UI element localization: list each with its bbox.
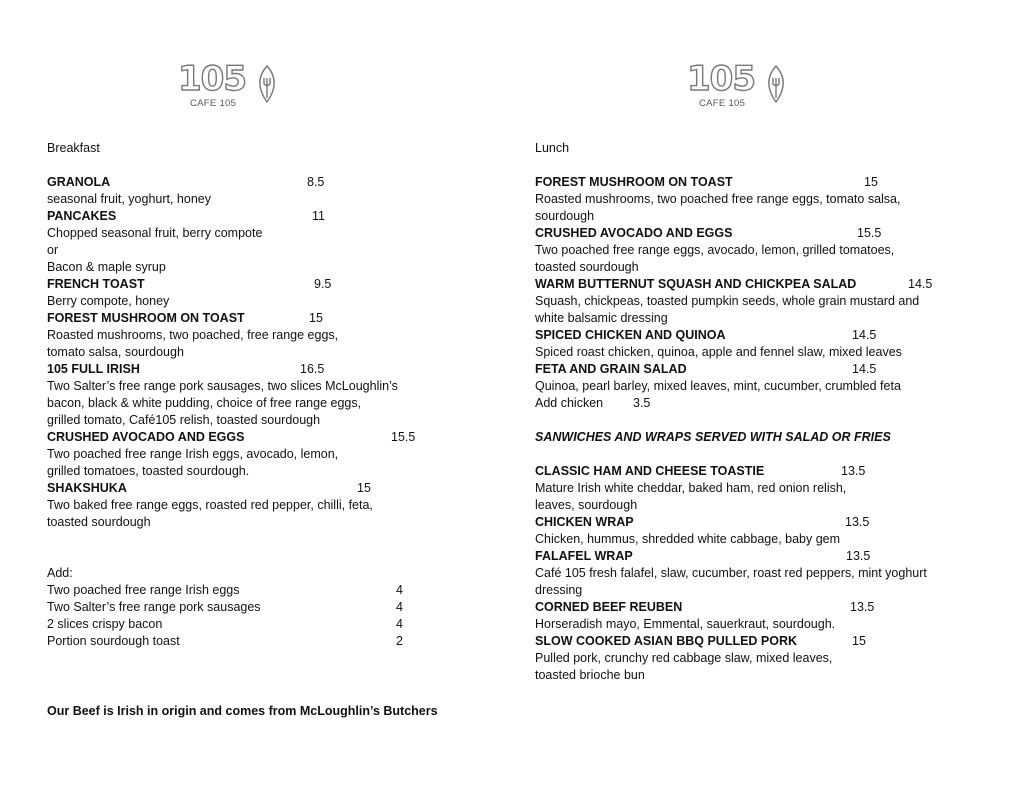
menu-item-header — [535, 225, 1005, 242]
menu-item-description: toasted sourdough — [535, 260, 639, 274]
menu-item-header — [47, 276, 487, 293]
menu-item-price: 13.5 — [841, 464, 866, 478]
menu-item — [47, 276, 487, 310]
menu-item-name: CORNED BEEF REUBEN — [535, 600, 683, 614]
menu-item-header — [47, 174, 487, 191]
menu-item-price: 14.5 — [852, 328, 877, 342]
add-list — [47, 582, 487, 650]
logo-name: CAFE 105 — [190, 98, 237, 109]
add-on-label: Two poached free range Irish eggs — [47, 583, 240, 597]
menu-item-header — [535, 276, 1005, 293]
menu-item-price: 13.5 — [846, 549, 871, 563]
menu-item-description: Pulled pork, crunchy red cabbage slaw, mixed leaves, — [535, 651, 833, 665]
sandwich-heading: SANWICHES AND WRAPS SERVED WITH SALAD OR FRIES — [535, 430, 891, 444]
menu-item-header — [535, 174, 1005, 191]
logo-number: 105 — [178, 59, 246, 99]
menu-item-description: grilled tomatoes, toasted sourdough. — [47, 464, 250, 478]
add-section — [47, 565, 487, 650]
add-title: Add: — [47, 566, 73, 580]
menu-item-price: 15 — [357, 481, 371, 495]
menu-item-description: Two poached free range eggs, avocado, lemon, grilled tomatoes, — [535, 243, 895, 257]
menu-item-description: Two baked free range eggs, roasted red pepper, chilli, feta, — [47, 498, 373, 512]
menu-item — [535, 548, 1005, 599]
menu-item-price: 15.5 — [857, 226, 882, 240]
add-on-label: 2 slices crispy bacon — [47, 617, 163, 631]
menu-item-description: Spiced roast chicken, quinoa, apple and fennel slaw, mixed leaves — [535, 345, 902, 359]
logo-name: CAFE 105 — [699, 98, 746, 109]
add-chicken-price: 3.5 — [633, 396, 651, 410]
menu-item-description: or — [47, 243, 59, 257]
menu-item-description: seasonal fruit, yoghurt, honey — [47, 192, 211, 206]
menu-item — [535, 463, 1005, 514]
menu-item-description: Bacon & maple syrup — [47, 260, 166, 274]
add-on-item — [47, 616, 487, 633]
menu-item-name: FRENCH TOAST — [47, 277, 145, 291]
menu-item-header — [535, 327, 1005, 344]
menu-item-description: Horseradish mayo, Emmental, sauerkraut, sourdough. — [535, 617, 836, 631]
menu-item-header — [535, 514, 1005, 531]
menu-item-description: sourdough — [535, 209, 595, 223]
add-on-item — [47, 633, 487, 650]
menu-item-name: FOREST MUSHROOM ON TOAST — [47, 311, 245, 325]
cafe-logo-left — [178, 59, 288, 112]
lunch-column — [535, 140, 1005, 684]
menu-item-header — [535, 463, 1005, 480]
menu-item — [47, 174, 487, 208]
menu-item-header — [47, 429, 487, 446]
menu-item — [47, 208, 487, 276]
menu-item-description: Café 105 fresh falafel, slaw, cucumber, roast red peppers, mint yoghurt — [535, 566, 927, 580]
menu-item-header — [47, 208, 487, 225]
menu-item-name: SHAKSHUKA — [47, 481, 127, 495]
menu-item-header — [535, 361, 1005, 378]
menu-item — [535, 327, 1005, 361]
menu-item-name: FOREST MUSHROOM ON TOAST — [535, 175, 733, 189]
add-chicken-label: Add chicken — [535, 396, 604, 410]
menu-item-header — [535, 633, 1005, 650]
menu-item-description: tomato salsa, sourdough — [47, 345, 184, 359]
menu-item — [535, 514, 1005, 548]
menu-item-price: 9.5 — [314, 277, 332, 291]
add-on-label: Portion sourdough toast — [47, 634, 180, 648]
menu-item-header — [47, 480, 487, 497]
menu-item — [535, 599, 1005, 633]
lunch-title: Lunch — [535, 141, 570, 155]
menu-item-description: bacon, black & white pudding, choice of free range eggs, — [47, 396, 362, 410]
sandwich-list — [535, 463, 1005, 684]
menu-item-description: toasted brioche bun — [535, 668, 645, 682]
menu-item-header — [535, 548, 1005, 565]
menu-item-description: Two Salter’s free range pork sausages, two slices McLoughlin’s — [47, 379, 398, 393]
menu-item — [535, 225, 1005, 276]
leaf-fork-icon — [765, 64, 787, 104]
menu-item-name: SLOW COOKED ASIAN BBQ PULLED PORK — [535, 634, 798, 648]
menu-item — [47, 361, 487, 429]
add-on-price: 4 — [396, 617, 403, 631]
menu-item-description: Chicken, hummus, shredded white cabbage, baby gem — [535, 532, 841, 546]
menu-item-description: Quinoa, pearl barley, mixed leaves, mint, cucumber, crumbled feta — [535, 379, 901, 393]
add-on-price: 4 — [396, 600, 403, 614]
menu-item-header — [47, 361, 487, 378]
add-on-item — [47, 599, 487, 616]
add-chicken-row — [535, 395, 1005, 412]
add-on-item — [47, 582, 487, 599]
menu-item-description: Mature Irish white cheddar, baked ham, red onion relish, — [535, 481, 847, 495]
menu-item — [535, 633, 1005, 684]
menu-item-price: 14.5 — [908, 277, 933, 291]
menu-item-description: toasted sourdough — [47, 515, 151, 529]
logo-number: 105 — [687, 59, 755, 99]
breakfast-title: Breakfast — [47, 141, 100, 155]
menu-item — [47, 429, 487, 480]
menu-item-description: grilled tomato, Café105 relish, toasted sourdough — [47, 413, 321, 427]
menu-item-price: 15 — [852, 634, 866, 648]
menu-item-name: CHICKEN WRAP — [535, 515, 634, 529]
menu-item-description: leaves, sourdough — [535, 498, 638, 512]
menu-item-description: Roasted mushrooms, two poached, free range eggs, — [47, 328, 339, 342]
menu-item-price: 16.5 — [300, 362, 325, 376]
add-on-price: 2 — [396, 634, 403, 648]
menu-item-price: 8.5 — [307, 175, 325, 189]
menu-item-price: 11 — [312, 209, 325, 223]
menu-item — [47, 310, 487, 361]
menu-item-name: 105 FULL IRISH — [47, 362, 140, 376]
menu-item-header — [47, 310, 487, 327]
leaf-fork-icon — [256, 64, 278, 104]
menu-item-description: Two poached free range Irish eggs, avocado, lemon, — [47, 447, 339, 461]
cafe-logo-right — [687, 59, 797, 112]
menu-item — [535, 174, 1005, 225]
menu-item-name: CRUSHED AVOCADO AND EGGS — [535, 226, 733, 240]
menu-item-name: WARM BUTTERNUT SQUASH AND CHICKPEA SALAD — [535, 277, 857, 291]
beef-origin-note: Our Beef is Irish in origin and comes from McLoughlin’s Butchers — [47, 704, 438, 718]
menu-item — [535, 361, 1005, 395]
menu-item-price: 13.5 — [850, 600, 875, 614]
menu-item-price: 13.5 — [845, 515, 870, 529]
menu-item-price: 15.5 — [391, 430, 416, 444]
breakfast-list — [47, 174, 487, 531]
menu-item-price: 15 — [864, 175, 878, 189]
menu-item-header — [535, 599, 1005, 616]
add-on-price: 4 — [396, 583, 403, 597]
menu-item-name: CLASSIC HAM AND CHEESE TOASTIE — [535, 464, 765, 478]
menu-item-name: GRANOLA — [47, 175, 111, 189]
menu-item-name: CRUSHED AVOCADO AND EGGS — [47, 430, 245, 444]
menu-item — [535, 276, 1005, 327]
menu-item-description: white balsamic dressing — [535, 311, 668, 325]
menu-item — [47, 480, 487, 531]
breakfast-column — [47, 140, 487, 650]
menu-item-name: PANCAKES — [47, 209, 117, 223]
lunch-list — [535, 174, 1005, 395]
menu-item-description: Chopped seasonal fruit, berry compote — [47, 226, 263, 240]
menu-item-description: Squash, chickpeas, toasted pumpkin seeds, whole grain mustard and — [535, 294, 920, 308]
menu-item-name: FETA AND GRAIN SALAD — [535, 362, 687, 376]
menu-item-description: Berry compote, honey — [47, 294, 170, 308]
menu-item-price: 15 — [309, 311, 323, 325]
menu-item-description: dressing — [535, 583, 583, 597]
menu-item-description: Roasted mushrooms, two poached free range eggs, tomato salsa, — [535, 192, 901, 206]
add-on-label: Two Salter’s free range pork sausages — [47, 600, 261, 614]
menu-item-name: SPICED CHICKEN AND QUINOA — [535, 328, 726, 342]
menu-item-name: FALAFEL WRAP — [535, 549, 633, 563]
menu-item-price: 14.5 — [852, 362, 877, 376]
